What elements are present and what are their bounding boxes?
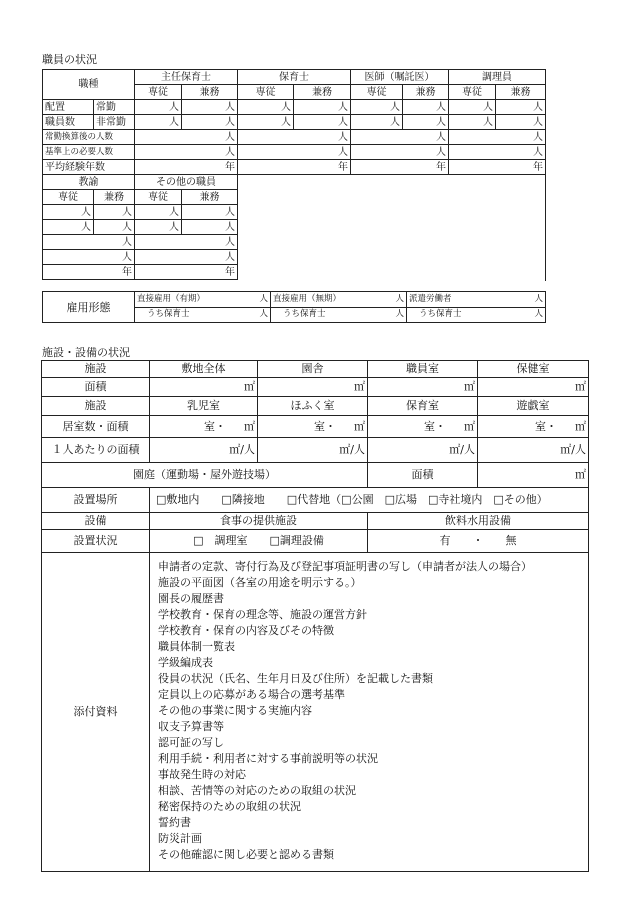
attachment-item: その他確認に関し必要と認める書類 bbox=[158, 848, 334, 861]
count-cell[interactable]: 人 bbox=[351, 115, 403, 130]
other-staff-header: その他の職員 bbox=[135, 175, 238, 190]
meal-header: 食事の提供施設 bbox=[150, 513, 368, 530]
senju-header: 専従 bbox=[449, 85, 496, 100]
count-cell[interactable]: 人 bbox=[403, 115, 449, 130]
count-cell[interactable]: 人 bbox=[135, 130, 238, 145]
room-count-area-label: 居室数・面積 bbox=[42, 416, 150, 438]
senju-header: 専従 bbox=[135, 85, 182, 100]
senju-header: 専従 bbox=[238, 85, 294, 100]
employment-label: 雇用形態 bbox=[43, 292, 135, 323]
attachment-item: 誓約書 bbox=[158, 816, 191, 829]
unit-person: 人 bbox=[259, 309, 268, 320]
blank-area bbox=[238, 175, 546, 281]
count-cell[interactable]: 人 bbox=[351, 100, 403, 115]
role-header-chief: 主任保育士 bbox=[135, 70, 238, 85]
garden-label: 園庭（運動場・屋外遊技場） bbox=[42, 463, 368, 488]
years-cell[interactable]: 年 bbox=[135, 160, 238, 175]
count-cell[interactable]: 人 bbox=[496, 100, 546, 115]
head-crawl-room: ほふく室 bbox=[258, 397, 368, 416]
attachment-item: 秘密保持のための取組の状況 bbox=[158, 800, 301, 813]
count-cell[interactable]: 人 bbox=[135, 145, 238, 160]
count-cell[interactable]: 人 bbox=[294, 115, 351, 130]
attachment-item: 定員以上の応募がある場合の選考基準 bbox=[158, 688, 345, 701]
direct-unfixed-cell[interactable] bbox=[271, 292, 407, 308]
attachment-item: 園長の履歴書 bbox=[158, 592, 224, 605]
count-cell[interactable]: 人 bbox=[238, 100, 294, 115]
senju-header: 専従 bbox=[43, 190, 94, 205]
attachment-item: 事故発生時の対応 bbox=[158, 768, 246, 781]
dispatch-label: 派遣労働者 bbox=[409, 293, 452, 304]
area-cell[interactable]: ㎡ bbox=[478, 378, 589, 397]
count-cell[interactable]: 人 bbox=[182, 220, 238, 235]
count-cell[interactable]: 人 bbox=[43, 205, 94, 220]
of-which-nurse-label: うち保育士 bbox=[419, 309, 462, 320]
role-header-cook: 調理員 bbox=[449, 70, 546, 85]
attachment-item: 認可証の写し bbox=[158, 736, 224, 749]
years-cell[interactable]: 年 bbox=[351, 160, 449, 175]
of-which-nurse-label: うち保育士 bbox=[147, 309, 190, 320]
staff-table bbox=[42, 69, 546, 280]
nurse-sub-cell[interactable] bbox=[135, 307, 271, 323]
head-staffroom: 職員室 bbox=[368, 361, 478, 378]
count-cell[interactable]: 人 bbox=[182, 205, 238, 220]
unit-person: 人 bbox=[395, 309, 404, 320]
per-person-label: １人あたりの面積 bbox=[42, 438, 150, 463]
attachments-label: 添付資料 bbox=[42, 553, 150, 872]
status-label: 設置状況 bbox=[42, 530, 150, 553]
attachment-item: 申請者の定款、寄付行為及び登記事項証明書の写し（申請者が法人の場合） bbox=[158, 560, 532, 573]
staff-section-title: 職員の状況 bbox=[42, 53, 97, 66]
role-header-nurse: 保育士 bbox=[238, 70, 351, 85]
area-label: 面積 bbox=[42, 378, 150, 397]
years-cell[interactable]: 年 bbox=[238, 160, 351, 175]
count-cell[interactable]: 人 bbox=[94, 205, 135, 220]
location-options[interactable]: □敷地内 □隣接地 □代替地（□公園 □広場 □寺社境内 □その他） bbox=[150, 488, 589, 513]
senju-header: 専従 bbox=[351, 85, 403, 100]
room-unit: 室・ bbox=[314, 419, 336, 433]
count-cell[interactable]: 人 bbox=[449, 145, 546, 160]
attachment-item: 施設の平面図（各室の用途を明示する。） bbox=[158, 576, 362, 589]
head-nursery-room: 保育室 bbox=[368, 397, 478, 416]
attachment-item: 学校教育・保育の理念等、施設の運営方針 bbox=[158, 608, 367, 621]
attachment-item: 収支予算書等 bbox=[158, 720, 224, 733]
fulltime-label: 常勤 bbox=[94, 100, 135, 115]
kenmu-header: 兼務 bbox=[182, 85, 238, 100]
required-label: 基準上の必要人数 bbox=[43, 145, 135, 160]
teacher-header: 教諭 bbox=[43, 175, 135, 190]
employment-table bbox=[42, 291, 546, 323]
water-status[interactable]: 有 ・ 無 bbox=[368, 530, 589, 553]
job-type-header: 職種 bbox=[43, 70, 135, 100]
count-cell[interactable]: 人 bbox=[449, 115, 496, 130]
facility-section-title: 施設・設備の状況 bbox=[42, 346, 130, 359]
facility-table bbox=[41, 360, 589, 872]
facility-header: 施設 bbox=[42, 397, 150, 416]
years-cell[interactable]: 年 bbox=[449, 160, 546, 175]
facility-header: 施設 bbox=[42, 361, 150, 378]
count-cell[interactable]: 人 bbox=[135, 250, 238, 265]
kenmu-header: 兼務 bbox=[94, 190, 135, 205]
attachment-item: 学級編成表 bbox=[158, 656, 213, 669]
m2-unit: ㎡ bbox=[354, 419, 365, 433]
m2-unit: ㎡ bbox=[464, 419, 475, 433]
count-cell[interactable]: 人 bbox=[182, 100, 238, 115]
staff-count-label: 職員数 bbox=[43, 115, 94, 130]
direct-fixed-label: 直接雇用（有期） bbox=[137, 293, 206, 304]
area-cell[interactable]: ㎡ bbox=[368, 378, 478, 397]
attachment-item: 防災計画 bbox=[158, 832, 202, 845]
count-cell[interactable]: 人 bbox=[449, 100, 496, 115]
kenmu-header: 兼務 bbox=[182, 190, 238, 205]
area-cell[interactable]: ㎡ bbox=[150, 378, 258, 397]
count-cell[interactable]: 人 bbox=[135, 100, 182, 115]
count-cell[interactable]: 人 bbox=[135, 205, 182, 220]
room-unit: 室・ bbox=[535, 419, 557, 433]
kenmu-header: 兼務 bbox=[403, 85, 449, 100]
parttime-label: 非常勤 bbox=[94, 115, 135, 130]
room-unit: 室・ bbox=[424, 419, 446, 433]
area-cell[interactable]: ㎡ bbox=[258, 378, 368, 397]
count-cell[interactable]: 人 bbox=[135, 220, 182, 235]
fte-label: 常勤換算後の人数 bbox=[43, 130, 135, 145]
kenmu-header: 兼務 bbox=[496, 85, 546, 100]
room-area-cell[interactable] bbox=[478, 416, 589, 438]
head-healthroom: 保健室 bbox=[478, 361, 589, 378]
count-cell[interactable]: 人 bbox=[449, 130, 546, 145]
nurse-sub-cell[interactable] bbox=[271, 307, 407, 323]
attachment-item: 役員の状況（氏名、生年月日及び住所）を記載した書類 bbox=[158, 672, 433, 685]
kenmu-header: 兼務 bbox=[294, 85, 351, 100]
head-play-room: 遊戯室 bbox=[478, 397, 589, 416]
attachment-item: その他の事業に関する実施内容 bbox=[158, 704, 312, 717]
count-cell[interactable]: 人 bbox=[94, 220, 135, 235]
years-cell[interactable]: 年 bbox=[43, 265, 135, 280]
room-area-cell[interactable] bbox=[150, 416, 258, 438]
count-cell[interactable]: 人 bbox=[135, 235, 238, 250]
count-cell[interactable]: 人 bbox=[496, 115, 546, 130]
years-cell[interactable]: 年 bbox=[135, 265, 238, 280]
count-cell[interactable]: 人 bbox=[238, 145, 351, 160]
attachment-item: 相談、苦情等の対応のための取組の状況 bbox=[158, 784, 356, 797]
count-cell[interactable]: 人 bbox=[351, 145, 449, 160]
room-area-cell[interactable] bbox=[258, 416, 368, 438]
m2-unit: ㎡ bbox=[575, 419, 586, 433]
count-cell[interactable]: 人 bbox=[182, 115, 238, 130]
count-cell[interactable]: 人 bbox=[43, 220, 94, 235]
attachment-item: 学校教育・保育の内容及びその特徴 bbox=[158, 624, 334, 637]
direct-unfixed-label: 直接雇用（無期） bbox=[273, 293, 342, 304]
attachments-list bbox=[150, 553, 589, 872]
dispatch-cell[interactable] bbox=[407, 292, 546, 308]
unit-person: 人 bbox=[259, 293, 268, 304]
meal-status[interactable]: □ 調理室 □調理設備 bbox=[150, 530, 368, 553]
unit-person: 人 bbox=[534, 309, 543, 320]
head-infant-room: 乳児室 bbox=[150, 397, 258, 416]
attachment-item: 利用手続・利用者に対する事前説明等の状況 bbox=[158, 752, 378, 765]
count-cell[interactable]: 人 bbox=[43, 235, 135, 250]
count-cell[interactable]: 人 bbox=[351, 130, 449, 145]
per-person-cell[interactable]: ㎡/人 bbox=[258, 438, 368, 463]
of-which-nurse-label: うち保育士 bbox=[283, 309, 326, 320]
per-person-cell[interactable]: ㎡/人 bbox=[478, 438, 589, 463]
count-cell[interactable]: 人 bbox=[238, 115, 294, 130]
room-area-cell[interactable] bbox=[368, 416, 478, 438]
direct-fixed-cell[interactable] bbox=[135, 292, 271, 308]
per-person-cell[interactable]: ㎡/人 bbox=[368, 438, 478, 463]
placement-label: 配置 bbox=[43, 100, 94, 115]
head-building: 園舎 bbox=[258, 361, 368, 378]
room-unit: 室・ bbox=[204, 419, 226, 433]
m2-unit: ㎡ bbox=[244, 419, 255, 433]
nurse-sub-cell[interactable] bbox=[407, 307, 546, 323]
location-label: 設置場所 bbox=[42, 488, 150, 513]
count-cell[interactable]: 人 bbox=[403, 100, 449, 115]
avg-years-label: 平均経験年数 bbox=[43, 160, 135, 175]
per-person-cell[interactable]: ㎡/人 bbox=[150, 438, 258, 463]
count-cell[interactable]: 人 bbox=[43, 250, 135, 265]
unit-person: 人 bbox=[534, 293, 543, 304]
head-site: 敷地全体 bbox=[150, 361, 258, 378]
count-cell[interactable]: 人 bbox=[135, 115, 182, 130]
count-cell[interactable]: 人 bbox=[294, 100, 351, 115]
water-header: 飲料水用設備 bbox=[368, 513, 589, 530]
equipment-label: 設備 bbox=[42, 513, 150, 530]
unit-person: 人 bbox=[395, 293, 404, 304]
garden-area-label: 面積 bbox=[368, 463, 478, 488]
attachment-item: 職員体制一覧表 bbox=[158, 640, 235, 653]
garden-area-cell[interactable]: ㎡ bbox=[478, 463, 589, 488]
role-header-doctor: 医師（嘱託医） bbox=[351, 70, 449, 85]
senju-header: 専従 bbox=[135, 190, 182, 205]
count-cell[interactable]: 人 bbox=[238, 130, 351, 145]
